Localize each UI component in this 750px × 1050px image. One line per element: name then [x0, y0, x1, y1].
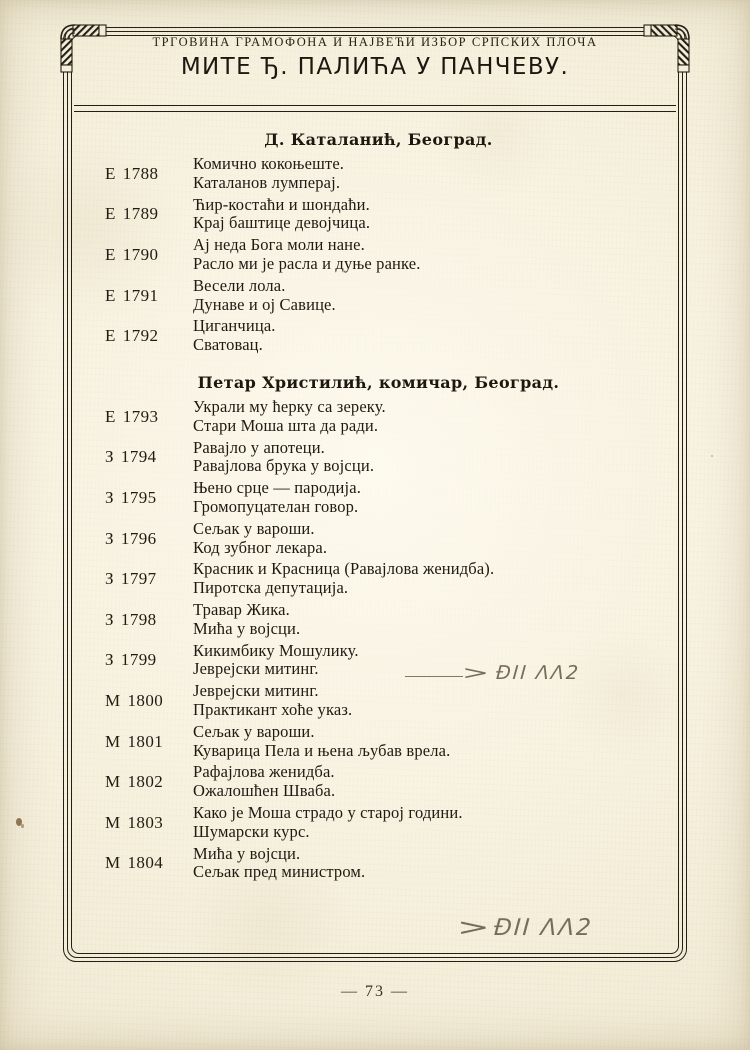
catalogue-number [96, 853, 193, 873]
track-title-side-b: Код зубног лекара. [193, 537, 328, 557]
paper-speck [711, 455, 713, 457]
catalogue-number-value: 1790 [122, 244, 159, 264]
catalogue-entry [96, 520, 661, 558]
catalogue-number-value: 1797 [120, 569, 157, 589]
track-title-side-b: Крај баштице девојчица. [193, 213, 371, 233]
track-titles [193, 155, 661, 193]
track-titles [193, 804, 661, 842]
catalogue-entry [96, 560, 661, 598]
track-titles [193, 642, 661, 680]
catalogue-number [96, 813, 193, 833]
track-titles [193, 763, 661, 801]
catalogue-number-value: 1799 [120, 650, 157, 670]
catalogue-prefix: З [105, 569, 114, 589]
catalogue-number-value: 1792 [122, 326, 159, 346]
track-title-side-a: Сељак у вароши. [193, 518, 315, 538]
track-title-side-a: Мића у војсци. [193, 843, 301, 863]
catalogue-entry [96, 277, 661, 315]
catalogue-entry [96, 439, 661, 477]
paper-speck [21, 824, 24, 828]
catalogue-prefix: M [105, 812, 121, 832]
catalogue-prefix: M [105, 853, 121, 873]
catalogue-number-value: 1794 [120, 447, 157, 467]
catalogue-number [96, 691, 193, 711]
track-titles [193, 682, 661, 720]
section-title: Д. Каталанић, Београд. [264, 130, 493, 149]
track-title-side-b: Громопуцателан говор. [193, 496, 359, 516]
header-rule-upper [74, 105, 676, 106]
catalogue-number [96, 204, 193, 224]
catalogue-number [96, 529, 193, 549]
catalogue-prefix: E [105, 406, 116, 426]
annotation-arrow-2: > [457, 915, 494, 941]
track-title-side-b: Дунаве и ој Савице. [193, 294, 336, 314]
track-title-side-a: Јеврејски митинг. [193, 681, 319, 701]
catalogue-entry [96, 479, 661, 517]
catalogue-prefix: M [105, 690, 121, 710]
catalogue-number-value: 1804 [127, 853, 164, 873]
catalogue-entry [96, 236, 661, 274]
track-title-side-b: Равајлова брука у војсци. [193, 456, 375, 476]
catalogue-number [96, 286, 193, 306]
catalogue-number-value: 1789 [122, 204, 159, 224]
track-titles [193, 845, 661, 883]
catalogue-number [96, 326, 193, 346]
track-title-side-b: Практикант хоће указ. [193, 699, 353, 719]
catalogue-entry [96, 398, 661, 436]
catalogue-prefix: З [105, 609, 114, 629]
catalogue-entry [96, 155, 661, 193]
annotation-leader-line-1 [405, 676, 463, 677]
track-title-side-a: Циганчица. [193, 316, 276, 336]
entry-list [96, 398, 661, 882]
catalogue-prefix: З [105, 650, 114, 670]
catalogue-entry [96, 763, 661, 801]
catalogue-prefix: З [105, 447, 114, 467]
catalogue-number [96, 610, 193, 630]
track-titles [193, 439, 661, 477]
annotation-text-1: ÐII ΛΛ2 [495, 662, 581, 684]
track-titles [193, 520, 661, 558]
catalogue-entry [96, 196, 661, 234]
catalogue-number [96, 732, 193, 752]
track-titles [193, 196, 661, 234]
track-title-side-b: Сељак пред министром. [193, 862, 366, 882]
catalogue-number [96, 488, 193, 508]
page-header [77, 35, 673, 80]
track-title-side-b: Расло ми је расла и дуње ранке. [193, 253, 421, 273]
catalogue-number [96, 569, 193, 589]
catalogue-number-value: 1802 [127, 772, 164, 792]
track-title-side-a: Ај неда Бога моли нане. [193, 235, 365, 255]
catalogue-prefix: M [105, 731, 121, 751]
track-titles [193, 277, 661, 315]
track-title-side-a: Травар Жика. [193, 599, 290, 619]
annotation-text-2: ÐII ΛΛ2 [493, 915, 595, 941]
track-title-side-a: Рафајлова женидба. [193, 762, 335, 782]
catalogue-prefix: E [105, 326, 116, 346]
catalogue-listing [96, 130, 661, 885]
track-title-side-a: Како је Моша страдо у старој години. [193, 802, 463, 822]
catalogue-number-value: 1796 [120, 528, 157, 548]
track-title-side-a: Весели лола. [193, 275, 286, 295]
shop-name-title: МИТЕ Ђ. ПАЛИЋА У ПАНЧЕВУ. [180, 54, 570, 80]
catalogue-number-value: 1800 [127, 690, 164, 710]
track-title-side-b: Каталанов лумперај. [193, 172, 341, 192]
catalogue-number-value: 1801 [127, 731, 164, 751]
catalogue-number [96, 407, 193, 427]
track-title-side-a: Украли му ћерку са зереку. [193, 396, 386, 416]
page-number: — 73 — [341, 983, 409, 1000]
catalogue-prefix: З [105, 528, 114, 548]
entry-list [96, 155, 661, 355]
track-title-side-b: Јеврејски митинг. [193, 659, 319, 679]
catalogue-number [96, 772, 193, 792]
catalogue-entry [96, 317, 661, 355]
track-title-side-a: Ћир-костаћи и шондаћи. [193, 194, 370, 214]
track-title-side-b: Стари Моша шта да ради. [193, 415, 379, 435]
catalogue-entry [96, 601, 661, 639]
track-titles [193, 317, 661, 355]
catalogue-number [96, 447, 193, 467]
catalogue-number-value: 1791 [122, 285, 159, 305]
track-title-side-b: Сватовац. [193, 335, 263, 355]
catalogue-entry [96, 682, 661, 720]
catalogue-number-value: 1803 [127, 812, 164, 832]
header-rule-lower [74, 111, 676, 112]
catalogue-prefix: E [105, 163, 116, 183]
track-title-side-a: Кикимбику Мошулику. [193, 640, 359, 660]
track-titles [193, 601, 661, 639]
catalogue-number [96, 164, 193, 184]
catalogue-prefix: E [105, 244, 116, 264]
catalogue-prefix: E [105, 285, 116, 305]
track-title-side-a: Њено срце — пародија. [193, 478, 361, 498]
track-title-side-b: Пиротска депутација. [193, 578, 349, 598]
catalogue-number-value: 1793 [122, 406, 159, 426]
track-titles [193, 479, 661, 517]
shop-tagline: ТРГОВИНА ГРАМОФОНА И НАЈВЕЋИ ИЗБОР СРПСКИХ ПЛОЧА [152, 35, 598, 49]
section-title: Петар Христилић, комичар, Београд. [197, 372, 560, 392]
catalogue-entry [96, 845, 661, 883]
catalogue-prefix: З [105, 487, 114, 507]
annotation-arrow-1: > [462, 662, 493, 684]
catalogue-entry [96, 804, 661, 842]
track-title-side-a: Равајло у апотеци. [193, 437, 325, 457]
catalogue-entry [96, 642, 661, 680]
catalogue-prefix: E [105, 204, 116, 224]
track-title-side-a: Красник и Красница (Равајлова женидба). [193, 559, 495, 579]
catalogue-section [96, 130, 661, 355]
track-title-side-b: Шумарски курс. [193, 821, 310, 841]
catalogue-number [96, 650, 193, 670]
track-titles [193, 398, 661, 436]
track-titles [193, 560, 661, 598]
catalogue-number-value: 1795 [120, 487, 157, 507]
track-title-side-b: Ожалошћен Шваба. [193, 781, 336, 801]
catalogue-prefix: M [105, 772, 121, 792]
catalogue-number-value: 1788 [122, 163, 159, 183]
track-title-side-b: Куварица Пела и њена љубав врела. [193, 740, 451, 760]
track-titles [193, 723, 661, 761]
catalogue-number-value: 1798 [120, 609, 157, 629]
catalogue-entry [96, 723, 661, 761]
catalogue-section [96, 373, 661, 882]
catalogue-number [96, 245, 193, 265]
track-title-side-a: Комично кокоњеште. [193, 154, 345, 173]
track-title-side-b: Мића у војсци. [193, 618, 301, 638]
track-titles [193, 236, 661, 274]
track-title-side-a: Сељак у вароши. [193, 721, 315, 741]
